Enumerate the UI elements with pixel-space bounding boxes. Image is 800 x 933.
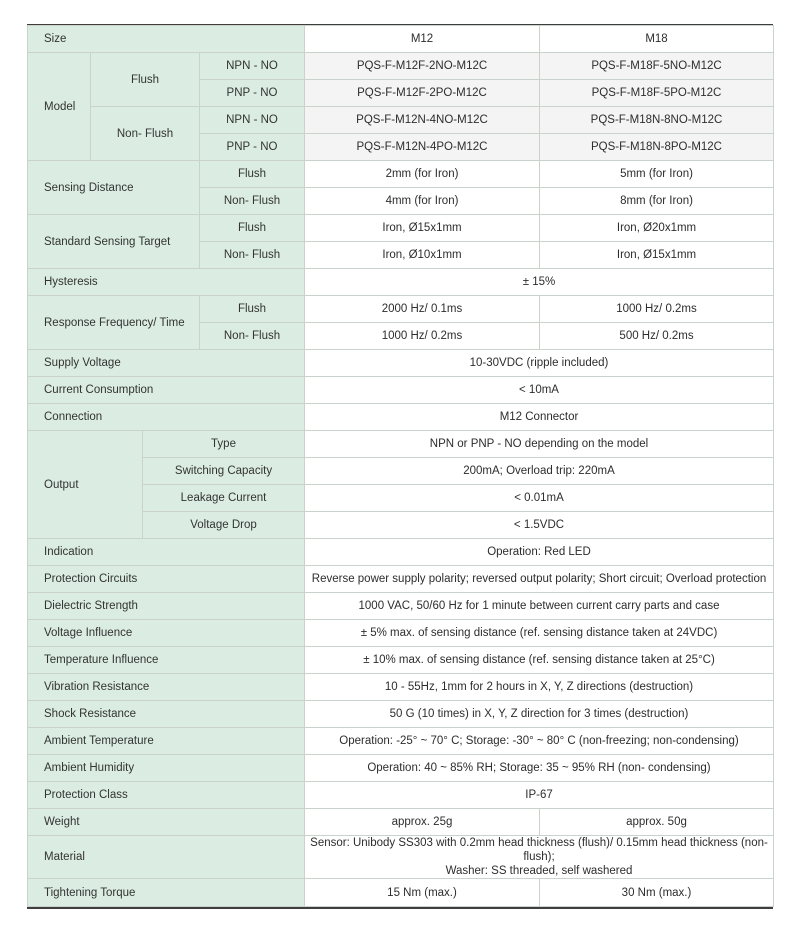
shock-value: 50 G (10 times) in X, Y, Z direction for 3 times (destruction) — [305, 701, 774, 728]
sensing-target-nonflush-label: Non- Flush — [200, 242, 305, 269]
connection-value: M12 Connector — [305, 404, 774, 431]
response-flush-m12: 2000 Hz/ 0.1ms — [305, 296, 540, 323]
model-flush-pnp-label: PNP - NO — [200, 80, 305, 107]
protection-circuits-label: Protection Circuits — [28, 566, 305, 593]
voltage-influence-label: Voltage Influence — [28, 620, 305, 647]
row-sensing-distance-flush — [28, 161, 774, 188]
model-nonflush-pnp-m12: PQS-F-M12N-4PO-M12C — [305, 134, 540, 161]
row-supply-voltage — [28, 350, 774, 377]
row-sensing-target-flush — [28, 215, 774, 242]
row-protection-class — [28, 782, 774, 809]
row-vibration — [28, 674, 774, 701]
row-size — [28, 26, 774, 53]
supply-voltage-value: 10-30VDC (ripple included) — [305, 350, 774, 377]
shock-label: Shock Resistance — [28, 701, 305, 728]
response-flush-label: Flush — [200, 296, 305, 323]
row-protection-circuits — [28, 566, 774, 593]
dielectric-label: Dielectric Strength — [28, 593, 305, 620]
model-flush-npn-m18: PQS-F-M18F-5NO-M12C — [540, 53, 774, 80]
spec-table — [27, 25, 774, 907]
model-flush-npn-label: NPN - NO — [200, 53, 305, 80]
indication-label: Indication — [28, 539, 305, 566]
model-nonflush-npn-m12: PQS-F-M12N-4NO-M12C — [305, 107, 540, 134]
response-flush-m18: 1000 Hz/ 0.2ms — [540, 296, 774, 323]
voltage-influence-value: ± 5% max. of sensing distance (ref. sensing distance taken at 24VDC) — [305, 620, 774, 647]
row-voltage-influence — [28, 620, 774, 647]
model-label: Model — [28, 53, 91, 161]
output-drop-value: < 1.5VDC — [305, 512, 774, 539]
response-nonflush-m18: 500 Hz/ 0.2ms — [540, 323, 774, 350]
temperature-influence-label: Temperature Influence — [28, 647, 305, 674]
material-label: Material — [28, 836, 305, 879]
ambient-temperature-label: Ambient Temperature — [28, 728, 305, 755]
sensing-target-flush-label: Flush — [200, 215, 305, 242]
row-torque — [28, 879, 774, 907]
row-hysteresis — [28, 269, 774, 296]
row-shock — [28, 701, 774, 728]
sensing-target-flush-m12: Iron, Ø15x1mm — [305, 215, 540, 242]
row-ambient-temperature — [28, 728, 774, 755]
sensing-target-nonflush-m18: Iron, Ø15x1mm — [540, 242, 774, 269]
output-leakage-label: Leakage Current — [143, 485, 305, 512]
output-switching-label: Switching Capacity — [143, 458, 305, 485]
row-output-type — [28, 431, 774, 458]
indication-value: Operation: Red LED — [305, 539, 774, 566]
row-dielectric — [28, 593, 774, 620]
sensing-distance-flush-label: Flush — [200, 161, 305, 188]
weight-m12: approx. 25g — [305, 809, 540, 836]
protection-circuits-value: Reverse power supply polarity; reversed output polarity; Short circuit; Overload protection — [305, 566, 774, 593]
temperature-influence-value: ± 10% max. of sensing distance (ref. sensing distance taken at 25°C) — [305, 647, 774, 674]
sensing-target-flush-m18: Iron, Ø20x1mm — [540, 215, 774, 242]
model-flush-pnp-m18: PQS-F-M18F-5PO-M12C — [540, 80, 774, 107]
output-label: Output — [28, 431, 143, 539]
sensing-distance-nonflush-m18: 8mm (for Iron) — [540, 188, 774, 215]
model-flush-pnp-m12: PQS-F-M12F-2PO-M12C — [305, 80, 540, 107]
connection-label: Connection — [28, 404, 305, 431]
row-material — [28, 836, 774, 879]
spec-table-wrapper — [27, 25, 773, 907]
current-consumption-label: Current Consumption — [28, 377, 305, 404]
torque-label: Tightening Torque — [28, 879, 305, 907]
sensing-distance-nonflush-m12: 4mm (for Iron) — [305, 188, 540, 215]
response-label: Response Frequency/ Time — [28, 296, 200, 350]
sensing-distance-flush-m12: 2mm (for Iron) — [305, 161, 540, 188]
row-connection — [28, 404, 774, 431]
row-model-nonflush-npn — [28, 107, 774, 134]
weight-label: Weight — [28, 809, 305, 836]
sensing-target-nonflush-m12: Iron, Ø10x1mm — [305, 242, 540, 269]
sensing-distance-nonflush-label: Non- Flush — [200, 188, 305, 215]
model-nonflush-pnp-m18: PQS-F-M18N-8PO-M12C — [540, 134, 774, 161]
row-current-consumption — [28, 377, 774, 404]
vibration-value: 10 - 55Hz, 1mm for 2 hours in X, Y, Z directions (destruction) — [305, 674, 774, 701]
sensing-distance-label: Sensing Distance — [28, 161, 200, 215]
output-type-value: NPN or PNP - NO depending on the model — [305, 431, 774, 458]
sensing-distance-flush-m18: 5mm (for Iron) — [540, 161, 774, 188]
ambient-humidity-value: Operation: 40 ~ 85% RH; Storage: 35 ~ 95% RH (non- condensing) — [305, 755, 774, 782]
row-response-flush — [28, 296, 774, 323]
protection-class-value: IP-67 — [305, 782, 774, 809]
model-nonflush-npn-m18: PQS-F-M18N-8NO-M12C — [540, 107, 774, 134]
output-drop-label: Voltage Drop — [143, 512, 305, 539]
output-type-label: Type — [143, 431, 305, 458]
supply-voltage-label: Supply Voltage — [28, 350, 305, 377]
ambient-humidity-label: Ambient Humidity — [28, 755, 305, 782]
size-label: Size — [28, 26, 305, 53]
torque-m18: 30 Nm (max.) — [540, 879, 774, 907]
row-indication — [28, 539, 774, 566]
size-m18: M18 — [540, 26, 774, 53]
weight-m18: approx. 50g — [540, 809, 774, 836]
material-line-1: Sensor: Unibody SS303 with 0.2mm head thickness (flush)/ 0.15mm head thickness (non-flush); — [310, 837, 768, 863]
material-line-2: Washer: SS threaded, self washered — [445, 865, 633, 877]
vibration-label: Vibration Resistance — [28, 674, 305, 701]
response-nonflush-label: Non- Flush — [200, 323, 305, 350]
sensing-target-label: Standard Sensing Target — [28, 215, 200, 269]
output-switching-value: 200mA; Overload trip: 220mA — [305, 458, 774, 485]
row-model-flush-npn — [28, 53, 774, 80]
hysteresis-value: ± 15% — [305, 269, 774, 296]
model-flush-label: Flush — [91, 53, 200, 107]
model-nonflush-label: Non- Flush — [91, 107, 200, 161]
row-ambient-humidity — [28, 755, 774, 782]
torque-m12: 15 Nm (max.) — [305, 879, 540, 907]
response-nonflush-m12: 1000 Hz/ 0.2ms — [305, 323, 540, 350]
protection-class-label: Protection Class — [28, 782, 305, 809]
model-nonflush-pnp-label: PNP - NO — [200, 134, 305, 161]
size-m12: M12 — [305, 26, 540, 53]
ambient-temperature-value: Operation: -25° ~ 70° C; Storage: -30° ~ 80° C (non-freezing; non-condensing) — [305, 728, 774, 755]
table-bottom-rule — [27, 907, 773, 909]
output-leakage-value: < 0.01mA — [305, 485, 774, 512]
dielectric-value: 1000 VAC, 50/60 Hz for 1 minute between current carry parts and case — [305, 593, 774, 620]
row-temperature-influence — [28, 647, 774, 674]
material-value — [305, 836, 774, 879]
hysteresis-label: Hysteresis — [28, 269, 305, 296]
current-consumption-value: < 10mA — [305, 377, 774, 404]
model-flush-npn-m12: PQS-F-M12F-2NO-M12C — [305, 53, 540, 80]
row-weight — [28, 809, 774, 836]
model-nonflush-npn-label: NPN - NO — [200, 107, 305, 134]
